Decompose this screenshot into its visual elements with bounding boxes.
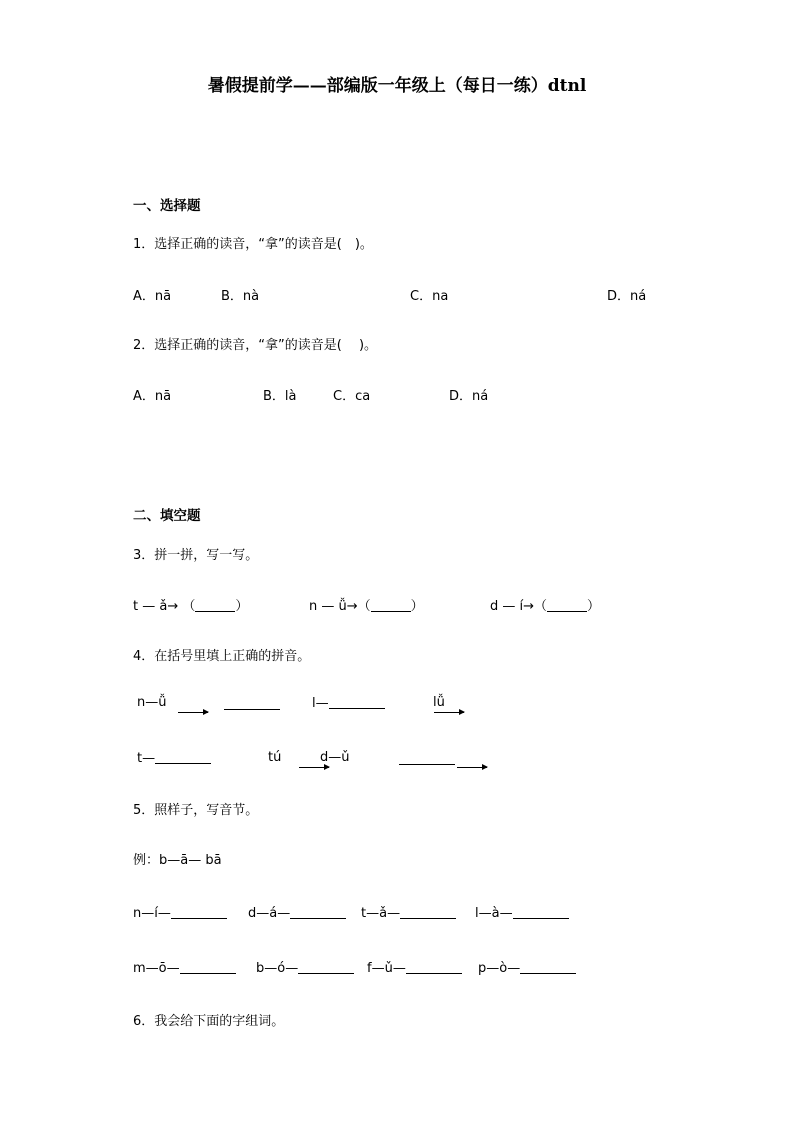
section-heading-choice: 一、选择题: [133, 198, 201, 214]
answer-blank[interactable]: [329, 695, 385, 709]
q3-item: [133, 595, 248, 614]
q5-syllable: d—á—: [248, 906, 291, 921]
question-2-stem: 2．选择正确的读音，“拿”的读音是( )。: [133, 338, 378, 353]
q3-paren-close: ）: [410, 599, 424, 614]
q3-paren-open: （: [534, 599, 548, 614]
q5-syllable: b—ó—: [256, 961, 299, 976]
q4-syllable: lǚ: [433, 695, 445, 710]
answer-blank[interactable]: [399, 751, 455, 765]
q5-item: [248, 905, 346, 921]
question-3-stem: 3．拼一拼，写一写。: [133, 548, 259, 563]
section-heading-fill: 二、填空题: [133, 508, 201, 524]
q4-syllable: [312, 695, 385, 711]
q3-syllable: t — ǎ→: [133, 599, 179, 614]
answer-blank[interactable]: [180, 960, 236, 974]
q5-syllable: p—ò—: [478, 961, 521, 976]
answer-blank[interactable]: [224, 696, 280, 710]
q1-option-d: D．ná: [607, 289, 647, 304]
answer-blank[interactable]: [155, 750, 211, 764]
answer-blank[interactable]: [371, 598, 411, 612]
q2-option-b: B．là: [263, 389, 297, 404]
q5-item: [133, 905, 227, 921]
question-5-stem: 5．照样子，写音节。: [133, 803, 259, 818]
arrow-icon: [299, 767, 329, 768]
q3-item: [309, 595, 424, 614]
q4-syllable-text: l—: [312, 696, 329, 711]
question-1-stem: 1．选择正确的读音，“拿”的读音是( )。: [133, 237, 373, 252]
q1-option-a: A．nā: [133, 289, 172, 304]
q5-example: 例：b—ā— bā: [133, 853, 222, 868]
q5-item: [475, 905, 569, 921]
q5-item: [367, 960, 462, 976]
answer-blank[interactable]: [520, 960, 576, 974]
q1-option-b: B．nà: [221, 289, 260, 304]
answer-blank[interactable]: [298, 960, 354, 974]
arrow-icon: [178, 712, 208, 713]
q2-option-a: A．nā: [133, 389, 172, 404]
q3-syllable: d — í→: [490, 599, 535, 614]
arrow-icon: [434, 712, 464, 713]
q2-option-c: C．ca: [333, 389, 371, 404]
answer-blank[interactable]: [290, 905, 346, 919]
q5-syllable: t—ǎ—: [361, 906, 401, 921]
q5-item: [256, 960, 354, 976]
answer-blank[interactable]: [547, 598, 587, 612]
answer-blank[interactable]: [406, 960, 462, 974]
q3-item: [490, 595, 600, 614]
answer-blank[interactable]: [171, 905, 227, 919]
q4-syllable: tú: [268, 750, 282, 765]
q5-item: [361, 905, 456, 921]
q4-syllable-text: t—: [137, 751, 156, 766]
page-title: 暑假提前学——部编版一年级上（每日一练）dtnl: [207, 76, 587, 96]
answer-blank[interactable]: [400, 905, 456, 919]
q4-syllable: [137, 750, 211, 766]
question-6-stem: 6．我会给下面的字组词。: [133, 1014, 285, 1029]
q2-option-d: D．ná: [449, 389, 489, 404]
q4-syllable: n—ǚ: [137, 695, 167, 710]
q5-syllable: f—ǔ—: [367, 961, 406, 976]
answer-blank[interactable]: [195, 598, 235, 612]
q3-paren-open: （: [357, 599, 371, 614]
q5-syllable: n—í—: [133, 906, 171, 921]
q5-item: [133, 960, 236, 976]
arrow-icon: [457, 767, 487, 768]
q3-syllable: n — ǚ→: [309, 599, 358, 614]
question-4-stem: 4．在括号里填上正确的拼音。: [133, 649, 311, 664]
answer-blank[interactable]: [513, 905, 569, 919]
q3-paren-close: ）: [587, 599, 601, 614]
q5-syllable: m—ō—: [133, 961, 180, 976]
q5-syllable: l—à—: [475, 906, 513, 921]
q3-paren-close: ）: [235, 599, 249, 614]
q5-item: [478, 960, 576, 976]
q1-option-c: C．na: [410, 289, 449, 304]
q4-syllable: d—ǔ: [320, 750, 350, 765]
q3-paren-open: （: [182, 599, 196, 614]
